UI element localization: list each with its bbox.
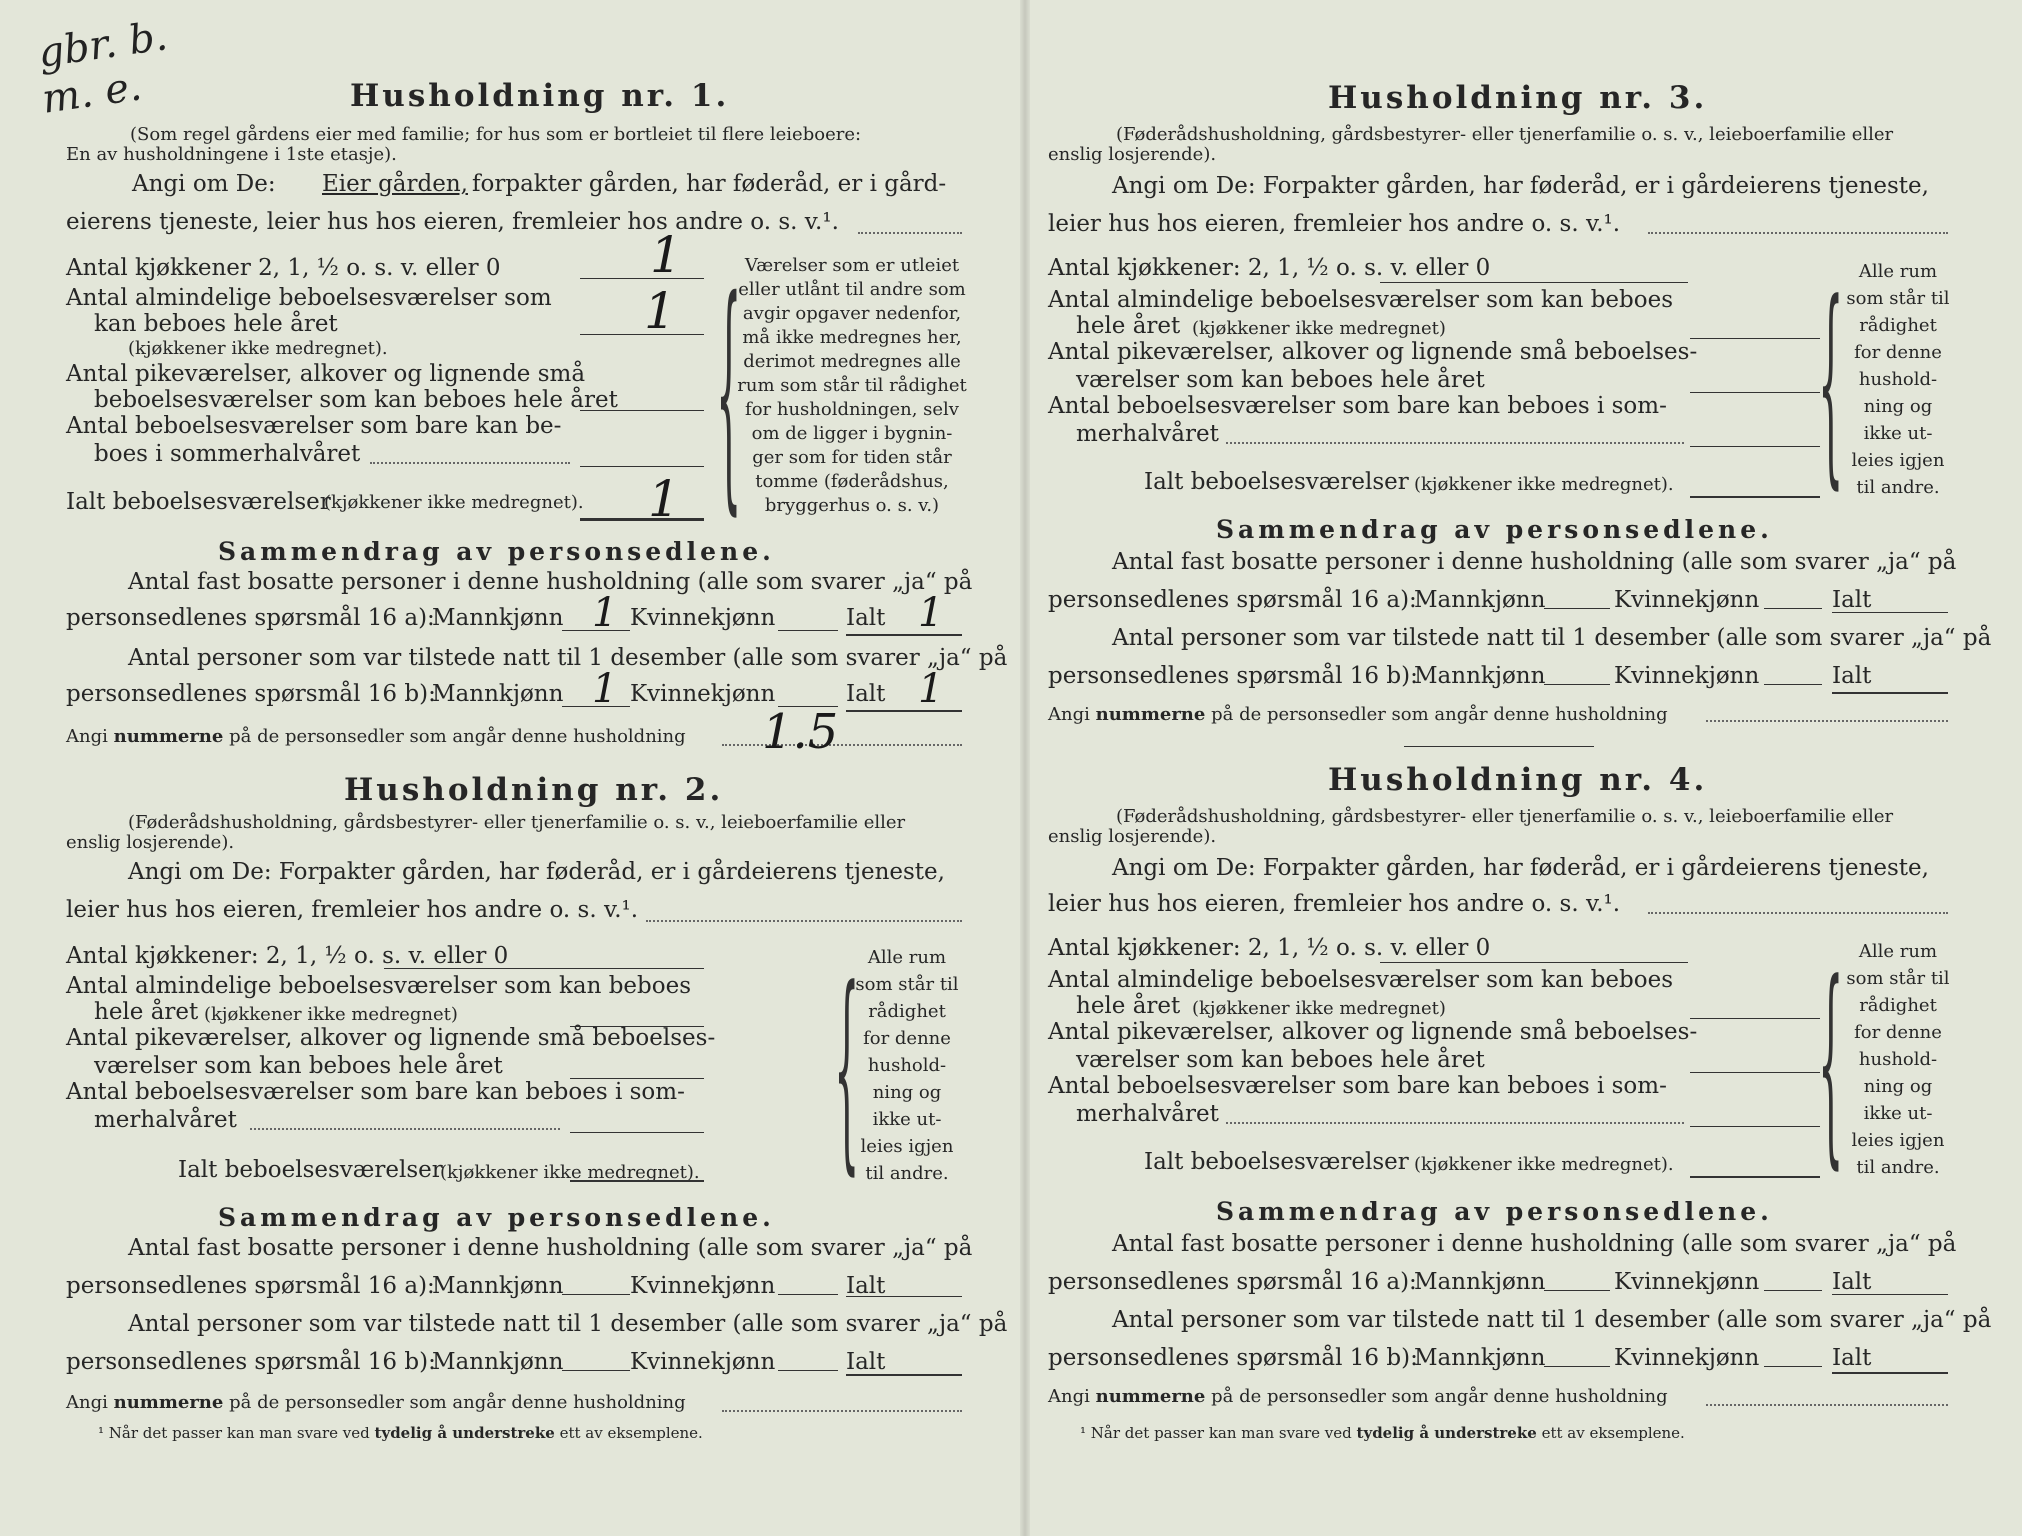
h4-sum-a-1: Antal fast bosatte personer i denne husholdning (alle som svarer „ja“ på — [1112, 1231, 1957, 1257]
h4-sum-a-mann: Mannkjønn — [1414, 1269, 1546, 1295]
h3-sum-a-2: personsedlenes spørsmål 16 a): — [1048, 587, 1417, 613]
h4-q-rooms-2: hele året — [1076, 993, 1181, 1019]
h4-b-kvinne-field[interactable] — [1764, 1366, 1822, 1367]
h3-sum-a-1: Antal fast bosatte personer i denne husholdning (alle som svarer „ja“ på — [1112, 549, 1957, 575]
h2-b-mann-field[interactable] — [562, 1370, 630, 1371]
h4-angi-1: Angi om De: Forpakter gården, har føderåd, er i gårdeierens tjeneste, — [1112, 855, 1929, 881]
h3-sammendrag-title: Sammendrag av personsedlene. — [1216, 515, 1773, 544]
h3-q-rooms-2: hele året — [1076, 313, 1181, 339]
h2-a-mann-field[interactable] — [562, 1294, 630, 1295]
h2-q-rooms-2b: (kjøkkener ikke medregnet) — [204, 1004, 458, 1025]
h3-q-total: Ialt beboelsesværelser — [1144, 469, 1409, 495]
h3-sum-b-1: Antal personer som var tilstede natt til 1 desember (alle som svarer „ja“ på — [1112, 625, 1992, 651]
h3-sum-b-kvinne: Kvinnekjønn — [1614, 663, 1760, 689]
h2-q-summer-2: merhalvåret — [94, 1107, 237, 1133]
h3-q-kitchens: Antal kjøkkener: 2, 1, ½ o. s. v. eller 0 — [1048, 255, 1491, 281]
h3-intro-1: (Føderådshusholdning, gårdsbestyrer- eller tjenerfamilie o. s. v., leieboerfamilie eller — [1116, 124, 1894, 145]
h3-sum-a-mann: Mannkjønn — [1414, 587, 1546, 613]
h2-angi-field[interactable] — [646, 920, 962, 922]
h1-side-note: Værelser som er utleiet eller utlånt til andre som avgir opgaver nedenfor, må ikke medregnes her, derimot medregnes alle rum som står til rådighet for husholdningen, selv om de ligger i bygnin- ger som for tiden står tomme (føderådshus, bryggerhus o. s. v.) — [737, 255, 967, 516]
h2-q-rooms-2: hele året — [94, 999, 199, 1025]
h3-q-rooms-2b: (kjøkkener ikke medregnet) — [1192, 318, 1446, 339]
h2-q-rooms-1: Antal almindelige beboelsesværelser som kan beboes — [66, 973, 692, 999]
h2-summer-field[interactable] — [570, 1132, 704, 1133]
h2-angi-2: leier hus hos eieren, fremleier hos andre o. s. v.¹. — [66, 897, 639, 923]
h1-summer-field[interactable] — [580, 466, 704, 467]
h3-b-kvinne-field[interactable] — [1764, 684, 1822, 685]
h2-side-note: Alle rum som står til rådighet for denne hushold- ning og ikke ut- leies igjen til andre. — [855, 947, 959, 1184]
h4-q-rooms-1: Antal almindelige beboelsesværelser som kan beboes — [1048, 967, 1674, 993]
h1-q-total: Ialt beboelsesværelser — [66, 489, 331, 515]
h2-sum-b-kvinne: Kvinnekjønn — [630, 1349, 776, 1375]
h4-sum-a-kvinne: Kvinnekjønn — [1614, 1269, 1760, 1295]
h3-sum-b-ialt: Ialt — [1832, 663, 1872, 689]
h2-sum-a-1: Antal fast bosatte personer i denne husholdning (alle som svarer „ja“ på — [128, 1235, 973, 1261]
h1-b-mann-answer: 1 — [592, 666, 618, 712]
h3-sum-b-mann: Mannkjønn — [1414, 663, 1546, 689]
h3-q-summer-1: Antal beboelsesværelser som bare kan beboes i som- — [1048, 393, 1667, 419]
h3-q-rooms-1: Antal almindelige beboelsesværelser som kan beboes — [1048, 287, 1674, 313]
h4-a-mann-field[interactable] — [1544, 1290, 1610, 1291]
h4-brace: { — [1818, 942, 1844, 1191]
h4-q-summer-2: merhalvåret — [1076, 1101, 1219, 1127]
h2-b-kvinne-field[interactable] — [778, 1370, 838, 1371]
h4-sum-b-ialt: Ialt — [1832, 1345, 1872, 1371]
h2-sum-a-kvinne: Kvinnekjønn — [630, 1273, 776, 1299]
h1-sum-a-mann: Mannkjønn — [432, 605, 564, 631]
h4-q-small-1: Antal pikeværelser, alkover og lignende små beboelses- — [1048, 1019, 1698, 1045]
h1-rooms-answer: 1 — [644, 282, 676, 340]
h4-angi-2: leier hus hos eieren, fremleier hos andre o. s. v.¹. — [1048, 891, 1621, 917]
h3-nummerne-field[interactable] — [1706, 720, 1948, 722]
h1-q-summer-1: Antal beboelsesværelser som bare kan be- — [66, 413, 562, 439]
h4-a-ialt-field[interactable] — [1832, 1294, 1948, 1295]
h3-summer-field[interactable] — [1690, 446, 1820, 447]
h2-sum-b-2: personsedlenes spørsmål 16 b): — [66, 1349, 436, 1375]
h4-sum-b-kvinne: Kvinnekjønn — [1614, 1345, 1760, 1371]
h1-intro-1: (Som regel gårdens eier med familie; for hus som er bortleiet til flere leieboere: — [130, 124, 862, 145]
h4-sum-a-ialt: Ialt — [1832, 1269, 1872, 1295]
h2-q-small-1: Antal pikeværelser, alkover og lignende små beboelses- — [66, 1025, 716, 1051]
h4-summer-field[interactable] — [1690, 1126, 1820, 1127]
h4-nummerne-field[interactable] — [1706, 1404, 1948, 1406]
h4-sum-a-2: personsedlenes spørsmål 16 a): — [1048, 1269, 1417, 1295]
h2-total-field[interactable] — [570, 1180, 704, 1182]
h2-q-total: Ialt beboelsesværelser — [178, 1157, 443, 1183]
h2-a-kvinne-field[interactable] — [778, 1294, 838, 1295]
h4-intro-1: (Føderådshusholdning, gårdsbestyrer- eller tjenerfamilie o. s. v., leieboerfamilie eller — [1116, 806, 1894, 827]
h1-q-kitchens: Antal kjøkkener 2, 1, ½ o. s. v. eller 0 — [66, 255, 501, 281]
h4-q-small-2: værelser som kan beboes hele året — [1076, 1047, 1485, 1073]
h1-total-field[interactable] — [580, 518, 704, 521]
h2-angi-nummerne: Angi nummerne på de personsedler som angår denne husholdning — [66, 1392, 686, 1413]
h2-q-kitchens: Antal kjøkkener: 2, 1, ½ o. s. v. eller 0 — [66, 943, 509, 969]
h3-q-small-1: Antal pikeværelser, alkover og lignende små beboelses- — [1048, 339, 1698, 365]
h3-kitchens-field[interactable] — [1380, 282, 1688, 283]
h1-sum-b-kvinne: Kvinnekjønn — [630, 681, 776, 707]
h4-b-mann-field[interactable] — [1544, 1366, 1610, 1367]
h2-title: Husholdning nr. 2. — [344, 772, 724, 808]
h1-q-small-2: beboelsesværelser som kan beboes hele året — [94, 387, 618, 413]
h1-a-mann-answer: 1 — [592, 590, 618, 636]
h1-kitchens-field[interactable] — [580, 278, 704, 279]
h1-sum-a-2: personsedlenes spørsmål 16 a): — [66, 605, 435, 631]
h1-nummerne-answer: 1.5 — [762, 704, 839, 760]
h3-title: Husholdning nr. 3. — [1328, 80, 1708, 116]
handwritten-annotation-2: m. e. — [39, 63, 145, 123]
h2-intro-2: enslig losjerende). — [66, 832, 235, 853]
h3-angi-nummerne: Angi nummerne på de personsedler som angår denne husholdning — [1048, 704, 1668, 725]
h3-angi-field[interactable] — [1648, 232, 1948, 234]
h3-sum-a-ialt: Ialt — [1832, 587, 1872, 613]
h1-eier-option[interactable]: Eier gården, — [322, 171, 468, 197]
h2-angi-1: Angi om De: Forpakter gården, har føderåd, er i gårdeierens tjeneste, — [128, 859, 945, 885]
h4-small-field[interactable] — [1690, 1072, 1820, 1073]
page-fold — [1020, 0, 1030, 1536]
h1-angi-line2: eierens tjeneste, leier hus hos eieren, fremleier hos andre o. s. v.¹. — [66, 209, 839, 235]
h3-small-field[interactable] — [1690, 392, 1820, 393]
h4-sum-b-2: personsedlenes spørsmål 16 b): — [1048, 1345, 1418, 1371]
h1-angi-line1: forpakter gården, har føderåd, er i gård- — [472, 171, 947, 197]
h4-intro-2: enslig losjerende). — [1048, 826, 1217, 847]
h1-a-kvinne-field[interactable] — [778, 630, 838, 631]
h1-b-ialt-field[interactable] — [846, 710, 962, 712]
h3-total-field[interactable] — [1690, 496, 1820, 498]
h1-q-rooms-2: kan beboes hele året — [94, 311, 338, 337]
h1-kitchens-answer: 1 — [650, 226, 682, 284]
h2-sum-b-ialt: Ialt — [846, 1349, 886, 1375]
h1-a-ialt-field[interactable] — [846, 634, 962, 636]
h1-sum-b-ialt: Ialt — [846, 681, 886, 707]
h4-q-kitchens: Antal kjøkkener: 2, 1, ½ o. s. v. eller 0 — [1048, 935, 1491, 961]
h1-sum-a-ialt: Ialt — [846, 605, 886, 631]
h1-rooms-field[interactable] — [580, 334, 704, 335]
h4-total-field[interactable] — [1690, 1176, 1820, 1178]
h1-sum-a-kvinne: Kvinnekjønn — [630, 605, 776, 631]
h1-sum-b-2: personsedlenes spørsmål 16 b): — [66, 681, 436, 707]
h1-sammendrag-title: Sammendrag av personsedlene. — [218, 537, 775, 566]
h2-intro-1: (Føderådshusholdning, gårdsbestyrer- eller tjenerfamilie o. s. v., leieboerfamilie eller — [128, 812, 906, 833]
h2-nummerne-field[interactable] — [722, 1410, 962, 1412]
h2-sum-a-2: personsedlenes spørsmål 16 a): — [66, 1273, 435, 1299]
h4-a-kvinne-field[interactable] — [1764, 1290, 1822, 1291]
h1-sum-b-mann: Mannkjønn — [432, 681, 564, 707]
h3-b-mann-field[interactable] — [1544, 684, 1610, 685]
h3-a-mann-field[interactable] — [1544, 608, 1610, 609]
h4-q-total-note: (kjøkkener ikke medregnet). — [1414, 1154, 1674, 1175]
h4-sum-b-1: Antal personer som var tilstede natt til 1 desember (alle som svarer „ja“ på — [1112, 1307, 1992, 1333]
h3-a-ialt-field[interactable] — [1832, 612, 1948, 613]
h1-title: Husholdning nr. 1. — [350, 78, 730, 114]
h1-brace: { — [716, 254, 742, 540]
h3-brace: { — [1818, 262, 1844, 511]
h1-nummerne-field[interactable] — [722, 744, 962, 746]
section-divider — [1404, 746, 1594, 747]
h1-q-summer-2: boes i sommerhalvåret — [94, 441, 361, 467]
h3-sum-a-kvinne: Kvinnekjønn — [1614, 587, 1760, 613]
h1-q-rooms-3: (kjøkkener ikke medregnet). — [128, 338, 388, 359]
h2-sum-b-1: Antal personer som var tilstede natt til 1 desember (alle som svarer „ja“ på — [128, 1311, 1008, 1337]
h3-a-kvinne-field[interactable] — [1764, 608, 1822, 609]
h4-q-rooms-2b: (kjøkkener ikke medregnet) — [1192, 998, 1446, 1019]
h4-angi-nummerne: Angi nummerne på de personsedler som angår denne husholdning — [1048, 1386, 1668, 1407]
h1-sum-b-1: Antal personer som var tilstede natt til 1 desember (alle som svarer „ja“ på — [128, 645, 1008, 671]
h1-sum-a-1: Antal fast bosatte personer i denne husholdning (alle som svarer „ja“ på — [128, 569, 973, 595]
footnote-right: ¹ Når det passer kan man svare ved tydelig å understreke ett av eksemplene. — [1080, 1424, 1685, 1442]
h2-brace: { — [834, 948, 860, 1197]
h2-sum-a-ialt: Ialt — [846, 1273, 886, 1299]
h2-q-total-note: (kjøkkener ikke medregnet). — [440, 1162, 700, 1183]
h4-q-summer-1: Antal beboelsesværelser som bare kan beboes i som- — [1048, 1073, 1667, 1099]
h4-sum-b-mann: Mannkjønn — [1414, 1345, 1546, 1371]
h1-b-ialt-answer: 1 — [918, 666, 944, 712]
h4-q-total: Ialt beboelsesværelser — [1144, 1149, 1409, 1175]
h1-intro-2: En av husholdningene i 1ste etasje). — [66, 144, 397, 165]
h3-rooms-field[interactable] — [1690, 338, 1820, 339]
h4-b-ialt-field[interactable] — [1832, 1372, 1948, 1374]
h3-sum-b-2: personsedlenes spørsmål 16 b): — [1048, 663, 1418, 689]
h4-angi-field[interactable] — [1648, 912, 1948, 914]
footnote-left: ¹ Når det passer kan man svare ved tydelig å understreke ett av eksemplene. — [98, 1424, 703, 1442]
h3-angi-1: Angi om De: Forpakter gården, har føderåd, er i gårdeierens tjeneste, — [1112, 173, 1929, 199]
h2-sum-b-mann: Mannkjønn — [432, 1349, 564, 1375]
h2-q-summer-1: Antal beboelsesværelser som bare kan beboes i som- — [66, 1079, 685, 1105]
h3-q-summer-2: merhalvåret — [1076, 421, 1219, 447]
h3-q-total-note: (kjøkkener ikke medregnet). — [1414, 474, 1674, 495]
h2-a-ialt-field[interactable] — [846, 1296, 962, 1297]
h3-angi-2: leier hus hos eieren, fremleier hos andre o. s. v.¹. — [1048, 211, 1621, 237]
h2-kitchens-field[interactable] — [384, 968, 704, 969]
handwritten-annotation-1: gbr. b. — [35, 13, 171, 77]
h2-b-ialt-field[interactable] — [846, 1374, 962, 1376]
h1-small-field[interactable] — [580, 410, 704, 411]
h1-total-answer: 1 — [648, 470, 680, 528]
h2-sum-a-mann: Mannkjønn — [432, 1273, 564, 1299]
h1-a-ialt-answer: 1 — [918, 590, 944, 636]
h1-q-small-1: Antal pikeværelser, alkover og lignende små — [66, 361, 586, 387]
h2-q-small-2: værelser som kan beboes hele året — [94, 1053, 503, 1079]
h4-title: Husholdning nr. 4. — [1328, 762, 1708, 798]
h4-sammendrag-title: Sammendrag av personsedlene. — [1216, 1197, 1773, 1226]
h3-side-note: Alle rum som står til rådighet for denne hushold- ning og ikke ut- leies igjen til andre. — [1846, 261, 1950, 498]
h4-kitchens-field[interactable] — [1380, 962, 1688, 963]
h3-q-small-2: værelser som kan beboes hele året — [1076, 367, 1485, 393]
h2-sammendrag-title: Sammendrag av personsedlene. — [218, 1203, 775, 1232]
h4-rooms-field[interactable] — [1690, 1018, 1820, 1019]
h1-q-rooms-1: Antal almindelige beboelsesværelser som — [66, 285, 552, 311]
h1-angi-label: Angi om De: — [132, 171, 276, 197]
h3-intro-2: enslig losjerende). — [1048, 144, 1217, 165]
h1-angi-nummerne: Angi nummerne på de personsedler som angår denne husholdning — [66, 726, 686, 747]
h3-b-ialt-field[interactable] — [1832, 692, 1948, 694]
h1-q-total-note: (kjøkkener ikke medregnet). — [324, 492, 584, 513]
h4-side-note: Alle rum som står til rådighet for denne hushold- ning og ikke ut- leies igjen til andre. — [1846, 941, 1950, 1178]
